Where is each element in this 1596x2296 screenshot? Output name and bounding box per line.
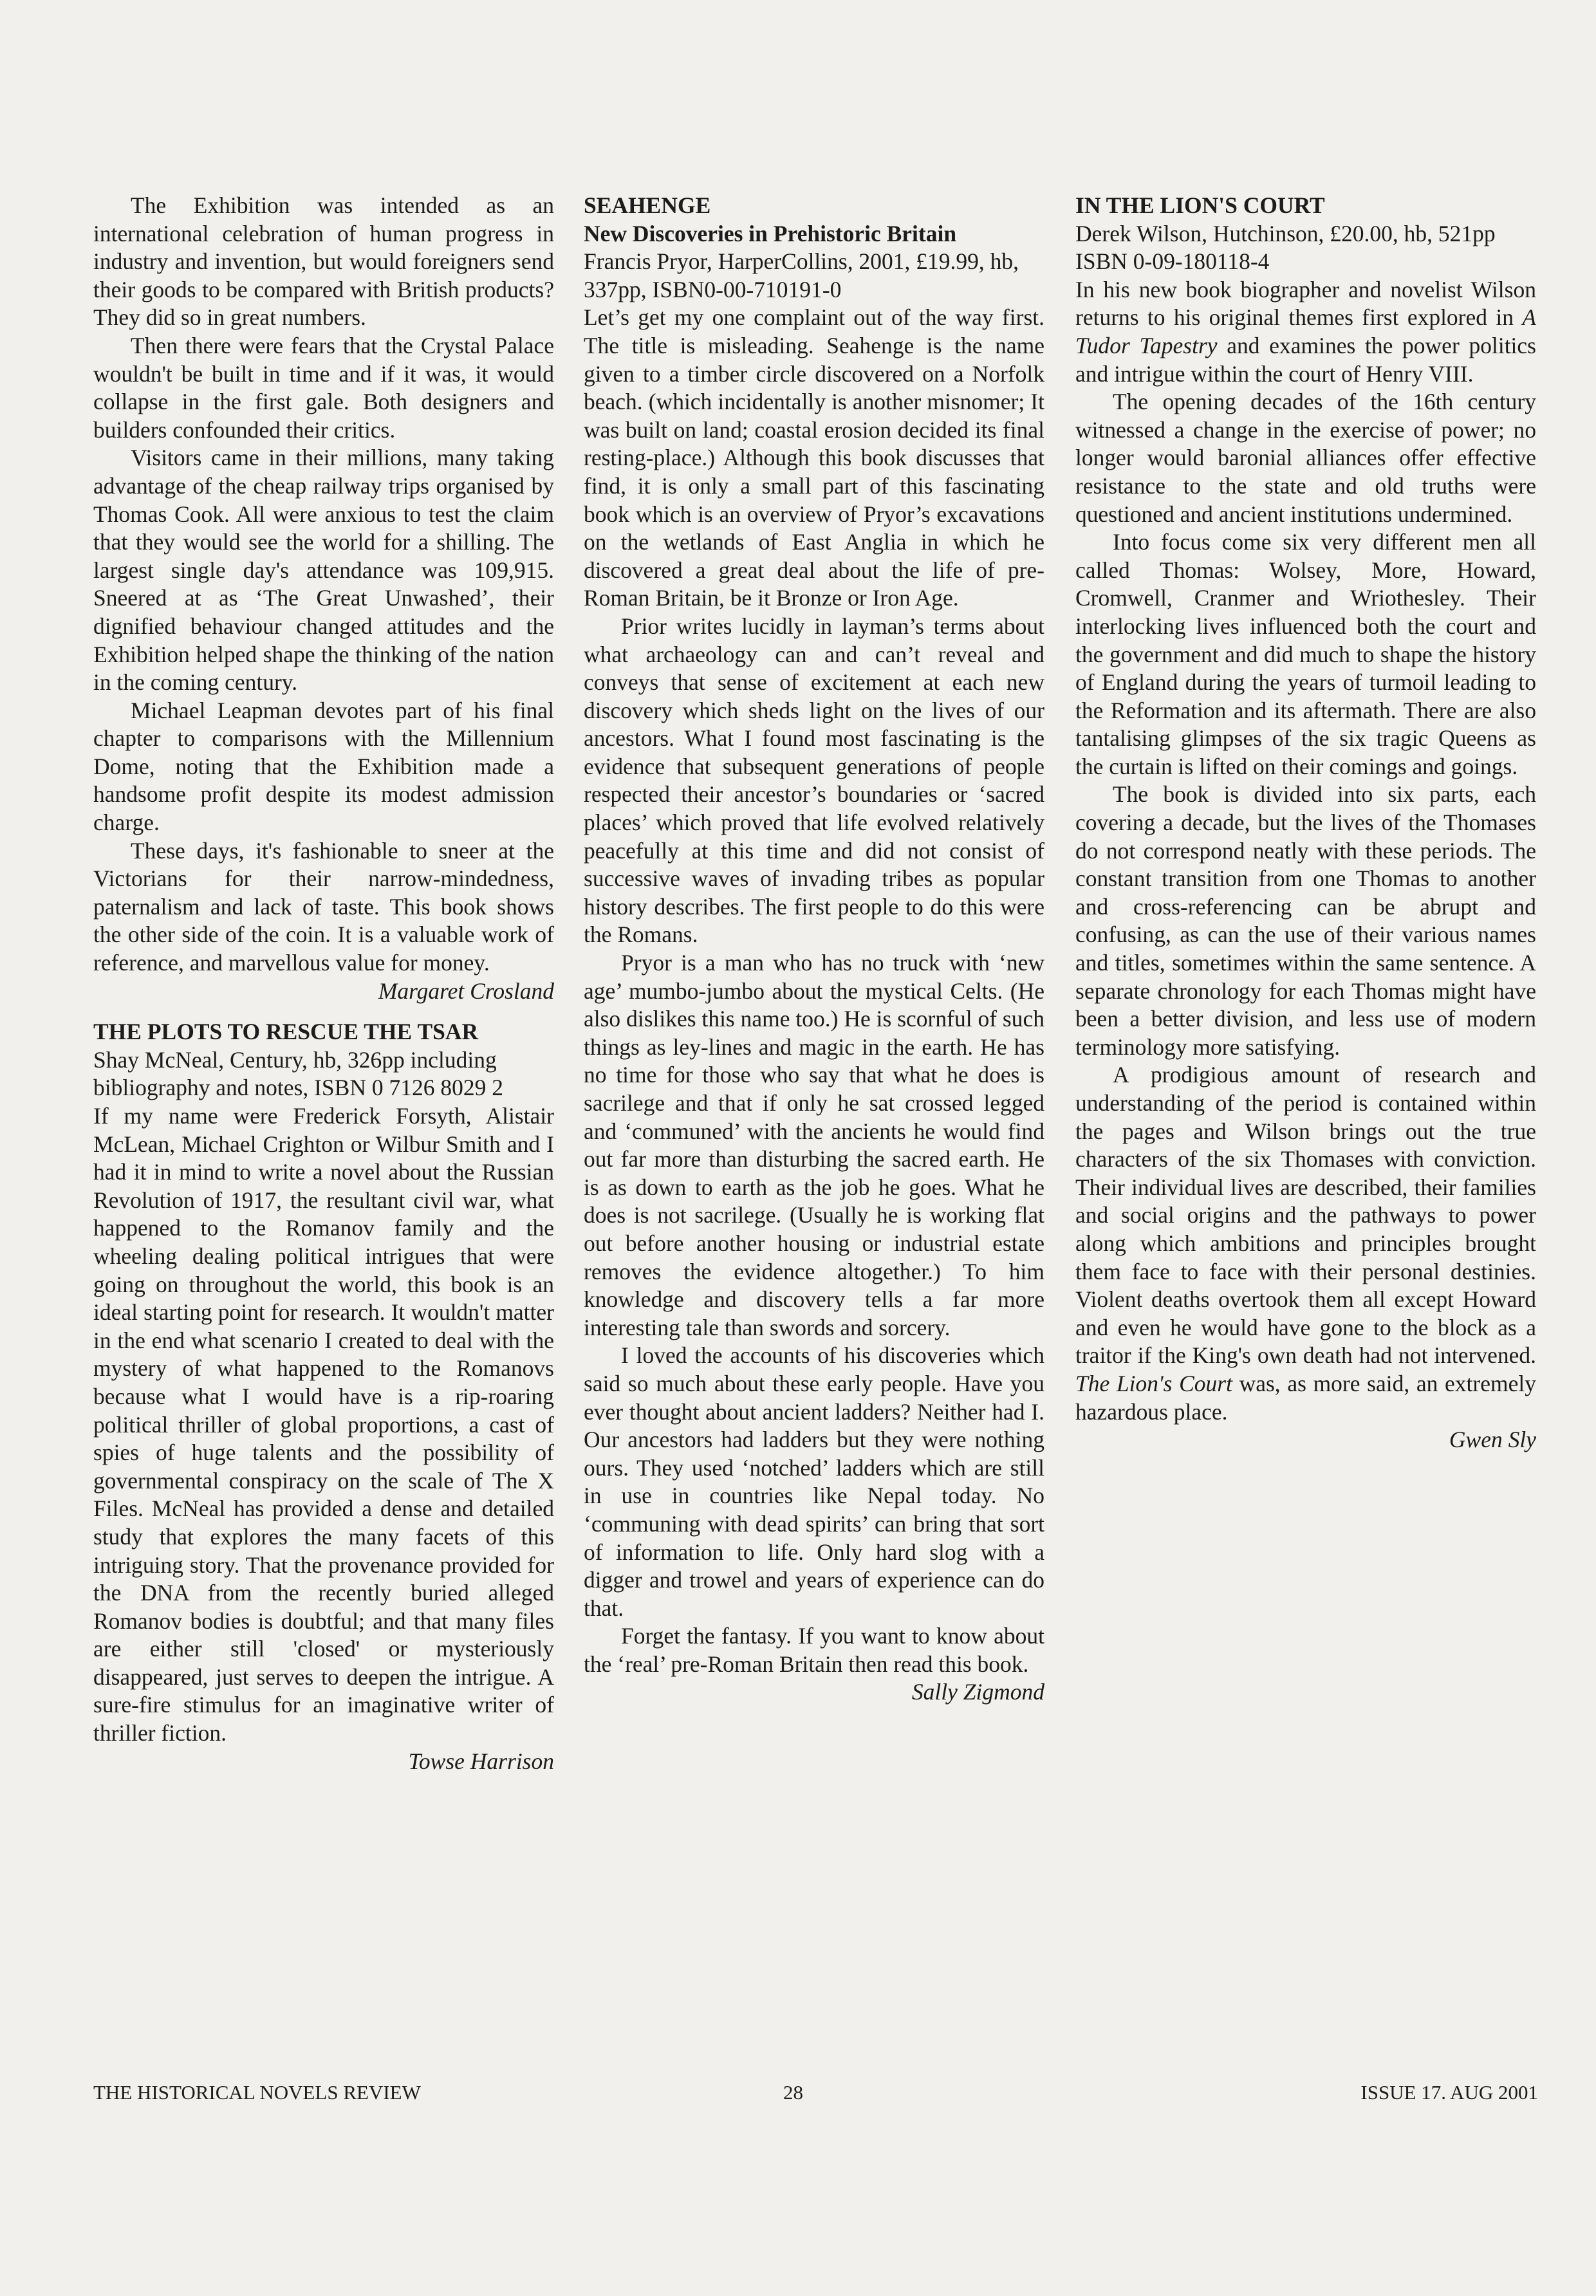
page-footer [93, 2080, 1538, 2111]
text-run: was, as more said, an extremely hazardous place. [1075, 1370, 1536, 1425]
review-paragraph: The Exhibition was intended as an international celebration of human progress in industry and invention, but would foreigners send their goods to be compared with British products? They did so in great numbers. [93, 192, 554, 331]
review-paragraph: Forget the fantasy. If you want to know about the ‘real’ pre-Roman Britain then read this book. [584, 1623, 1044, 1677]
reviewer-signature: Sally Zigmond [911, 1679, 1044, 1705]
review-paragraph: These days, it's fashionable to sneer at the Victorians for their narrow-mindedness, paternalism and lack of taste. This book shows the other side of the coin. It is a valuable work of reference, and marvellous value for money. [93, 837, 554, 976]
review-title: THE PLOTS TO RESCUE THE TSAR [93, 1019, 479, 1045]
reviewer-signature: Gwen Sly [1449, 1427, 1536, 1453]
book-details: Francis Pryor, HarperCollins, 2001, £19.99, hb, 337pp, ISBN0-00-710191-0 [584, 248, 1019, 302]
text-run: and examines the power politics and intrigue within the court of Henry VIII. [1075, 332, 1536, 387]
column-1 [93, 192, 554, 1775]
reviewer-signature: Towse Harrison [408, 1748, 554, 1774]
book-title-italic: A Tudor Tapestry [1075, 304, 1536, 358]
book-details: Derek Wilson, Hutchinson, £20.00, hb, 521pp ISBN 0-09-180118-4 [1075, 220, 1496, 275]
review-paragraph: The opening decades of the 16th century witnessed a change in the exercise of power; no longer would baronial alliances offer effective resistance to the state and old truths were questioned and ancient institutions undermined. [1075, 389, 1536, 527]
text-run: In his new book biographer and novelist Wilson returns to his original themes first explored in [1075, 276, 1536, 331]
column-3 [1075, 192, 1536, 1454]
publication-name: THE HISTORICAL NOVELS REVIEW [93, 2081, 421, 2104]
review-title: IN THE LION'S COURT [1075, 192, 1325, 218]
review-subtitle: New Discoveries in Prehistoric Britain [584, 220, 957, 246]
review-paragraph: Let’s get my one complaint out of the way first. The title is misleading. Seahenge is the name given to a timber circle discovered on a Norfolk beach. (which incidentally is another misnomer; It was built on land; coastal erosion decided its final resting-place.) Although this book discusses that find, it is only a small part of this fascinating book which is an overview of Pryor’s excavations on the wetlands of East Anglia in which he discovered a great deal about the life of pre-Roman Britain, be it Bronze or Iron Age. [584, 304, 1044, 611]
book-title-italic: The Lion's Court [1075, 1370, 1232, 1396]
review-paragraph: If my name were Frederick Forsyth, Alistair McLean, Michael Crighton or Wilbur Smith and I had it in mind to write a novel about the Russian Revolution of 1917, the resultant civil war, what happened to the Romanov family and the wheeling dealing political intrigues that were going on throughout the world, this book is an ideal starting point for research. It wouldn't matter in the end what scenario I created to deal with the mystery of what happened to the Romanovs because what I would have is a rip-roaring political thriller of global proportions, a cast of spies of huge talents and the possibility of governmental conspiracy on the scale of The X Files. McNeal has provided a dense and detailed study that explores the many facets of this intriguing story. That the provenance provided for the DNA from the recently buried alleged Romanov bodies is doubtful; and that many files are either still 'closed' or mysteriously disappeared, just serves to deepen the intrigue. A sure-fire stimulus for an imaginative writer of thriller fiction. [93, 1103, 554, 1746]
review-paragraph: I loved the accounts of his discoveries which said so much about these early people. Have you ever thought about ancient ladders? Neither had I. Our ancestors had ladders but they were nothing ours. They used ‘notched’ ladders which are still in use in countries like Nepal today. No ‘communing with dead spirits’ can bring that sort of information to life. Only hard slog with a digger and trowel and years of experience can do that. [584, 1342, 1044, 1621]
review-paragraph: Into focus come six very different men all called Thomas: Wolsey, More, Howard, Cromwell, Cranmer and Wriothesley. Their interlocking lives influenced both the court and the government and did much to shape the history of England during the years of turmoil leading to the Reformation and its aftermath. There are also tantalising glimpses of the six tragic Queens as the curtain is lifted on their comings and goings. [1075, 529, 1536, 779]
review-title: SEAHENGE [584, 192, 711, 218]
review-paragraph [1075, 1061, 1536, 1426]
column-2 [584, 192, 1044, 1707]
review-paragraph: Visitors came in their millions, many taking advantage of the cheap railway trips organised by Thomas Cook. All were anxious to test the claim that they would see the world for a shilling. The largest single day's attendance was 109,915. Sneered at as ‘The Great Unwashed’, their dignified behaviour changed attitudes and the Exhibition helped shape the thinking of the nation in the coming century. [93, 445, 554, 696]
review-paragraph: The book is divided into six parts, each covering a decade, but the lives of the Thomases do not correspond neatly with these periods. The constant transition from one Thomas to another and cross-referencing can be abrupt and confusing, as can the use of their various names and titles, sometimes within the same sentence. A separate chronology for each Thomas might have been a better division, and less use of modern terminology more satisfying. [1075, 781, 1536, 1060]
review-paragraph: Then there were fears that the Crystal Palace wouldn't be built in time and if it was, it would collapse in the first gale. Both designers and builders confounded their critics. [93, 332, 554, 443]
review-paragraph: Prior writes lucidly in layman’s terms about what archaeology can and can’t reveal and conveys that sense of excitement at each new discovery which sheds light on the lives of our ancestors. What I found most fascinating is the evidence that subsequent generations of people respected their ancestor’s boundaries or ‘sacred places’ which proved that life evolved relatively peacefully at this time and did not consist of successive waves of invading tribes as popular history describes. The first people to do this were the Romans. [584, 613, 1044, 948]
book-details: Shay McNeal, Century, hb, 326pp including bibliography and notes, ISBN 0 7126 8029 2 [93, 1046, 503, 1101]
text-run: A prodigious amount of research and understanding of the period is contained within the pages and Wilson brings out the true characters of the six Thomases with conviction. Their individual lives are described, their families and social origins and the pathways to power along which ambitions and principles brought them face to face with their personal destinies. Violent deaths overtook them all except Howard and even he would have gone to the block as a traitor if the King's own death had not intervened. [1075, 1062, 1536, 1369]
reviewer-signature: Margaret Crosland [378, 977, 554, 1004]
page-number: 28 [783, 2081, 803, 2104]
review-paragraph: Pryor is a man who has no truck with ‘new age’ mumbo-jumbo about the mystical Celts. (He also dislikes this name too.) He is scornful of such things as ley-lines and magic in the earth. He has no time for those who say that what he does is sacrilege and that if only he sat crossed legged and ‘communed’ with the ancients he would find out far more than disturbing the sacred earth. He is as down to earth as the job he goes. What he does is not sacrilege. (Usually he is working flat out before another housing or industrial estate removes the evidence altogether.) To him knowledge and discovery tells a far more interesting tale than swords and sorcery. [584, 950, 1044, 1340]
review-paragraph [1075, 276, 1536, 388]
issue-info: ISSUE 17. AUG 2001 [1360, 2081, 1538, 2104]
review-paragraph: Michael Leapman devotes part of his final chapter to comparisons with the Millennium Dome, noting that the Exhibition made a handsome profit despite its modest admission charge. [93, 697, 554, 836]
